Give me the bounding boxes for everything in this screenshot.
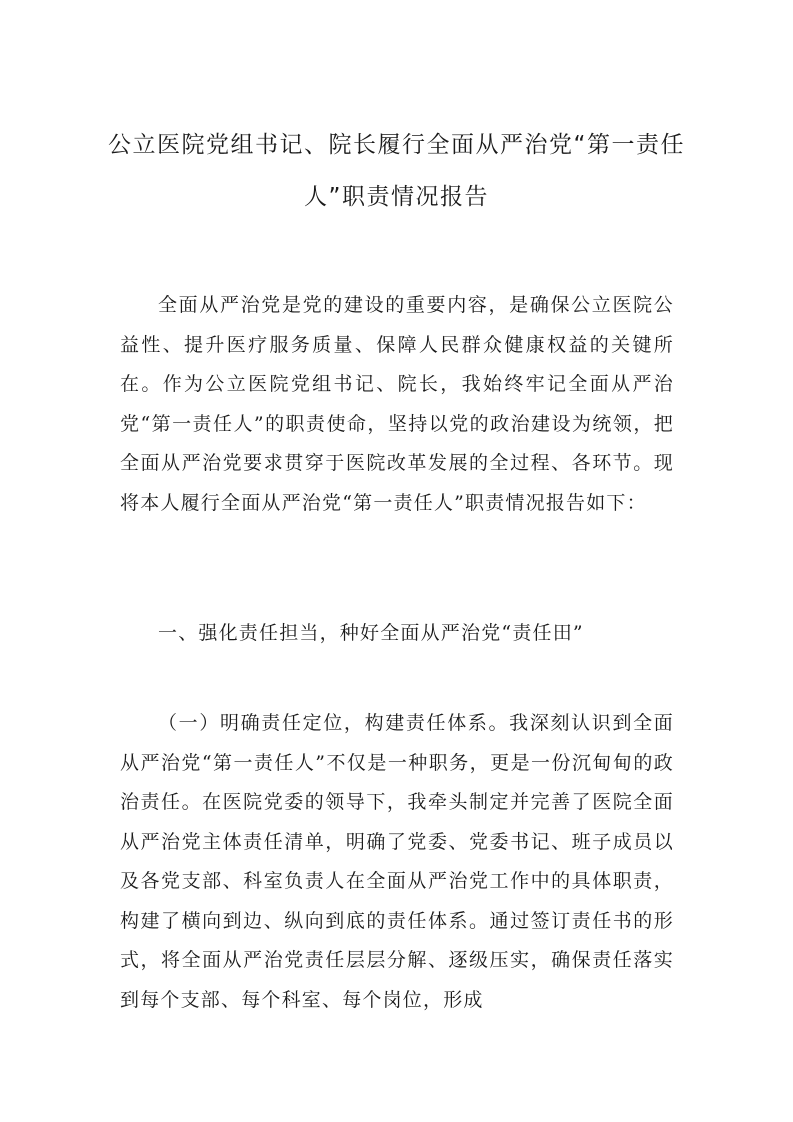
document-title: 公立医院党组书记、院长履行全面从严治党“第一责任人”职责情况报告 <box>108 132 685 210</box>
section-1-paragraph: （一）明确责任定位，构建责任体系。我深刻认识到全面从严治党“第一责任人”不仅是一种职务，更是一份沉甸甸的政治责任。在医院党委的领导下，我牵头制定并完善了医院全面从严治党主体责任清单，明确了党委、党委书记、班子成员以及各党支部、科室负责人在全面从严治党工作中的具体职责，构建了横向到边、纵向到底的责任体系。通过签订责任书的形式，将全面从严治党责任层层分解、逐级压实，确保责任落实到每个支部、每个科室、每个岗位，形成 <box>120 712 674 1011</box>
section-heading-1: 一、强化责任担当，种好全面从严治党“责任田” <box>158 622 584 644</box>
intro-paragraph: 全面从严治党是党的建设的重要内容，是确保公立医院公益性、提升医疗服务质量、保障人民群众健康权益的关键所在。作为公立医院党组书记、院长，我始终牢记全面从严治党“第一责任人”的职责使命，坚持以党的政治建设为统领，把全面从严治党要求贯穿于医院改革发展的全过程、各环节。现将本人履行全面从严治党“第一责任人”职责情况报告如下： <box>120 294 674 514</box>
